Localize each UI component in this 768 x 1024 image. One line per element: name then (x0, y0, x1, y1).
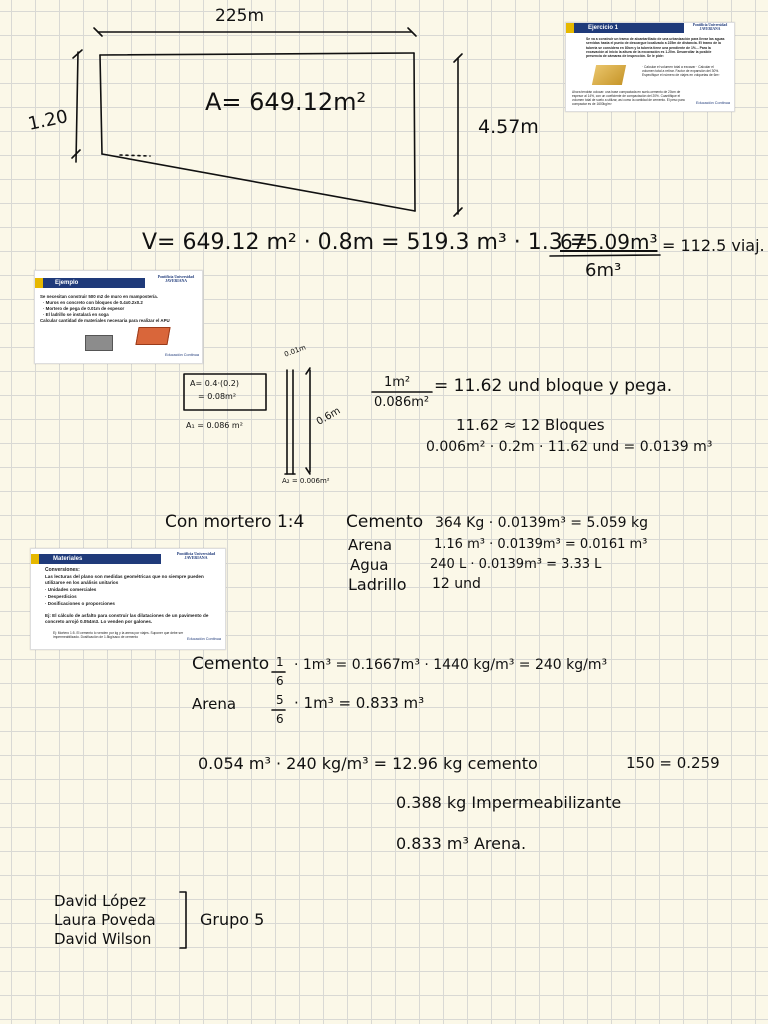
volume-numerator: 675.09m³ (560, 230, 658, 254)
material-calc: 12 und (432, 576, 481, 592)
slide-body: Se va a construir un tramo de alcantarillado de una urbanización para llevar las aguas servidas hasta el punto de descargue localizado a 225m de distancia. El tramo de la tubería se considera en 80cm y la tubería tiene una pendiente de 1%... Para la excavación al inicio la altura de la excavación es 1.20m. Desarrollar la posible presencia de cámaras de inspección. Se le pide: (586, 37, 725, 58)
area-a1: A₁ = 0.086 m² (186, 421, 243, 430)
arena-frac-den: 6 (276, 712, 284, 726)
material-calc: 364 Kg · 0.0139m³ = 5.059 kg (435, 515, 648, 531)
mortar-volume: 0.006m² · 0.2m · 11.62 und = 0.0139 m³ (426, 439, 713, 455)
blocks-rounded: 11.62 ≈ 12 Bloques (456, 416, 605, 434)
side-dimension: 0.6m (314, 405, 343, 428)
slide-accent (566, 23, 574, 33)
slide-title: Materiales (53, 556, 83, 562)
cemento-frac-num: 1 (276, 655, 284, 669)
slide-bullet: · Desperdicios (45, 594, 77, 599)
university-logo: Pontificia Universidad JAVERIANA (157, 275, 195, 284)
sand-total: 0.833 m³ Arena. (396, 834, 527, 853)
brand-mark: Educación Continua (696, 101, 730, 105)
area-a2: A₂ = 0.006m² (282, 477, 330, 485)
mortar-header: Con mortero 1:4 (165, 512, 305, 532)
slide-title: Ejercicio 1 (588, 25, 619, 31)
slide-subtitle: Conversiones: (45, 567, 80, 573)
brick-image (135, 327, 170, 345)
wood-image (592, 65, 626, 85)
slide-example (34, 270, 203, 364)
slide-accent (31, 554, 39, 564)
material-name: Cemento (346, 512, 424, 532)
material-name: Agua (350, 556, 389, 574)
right-height-label: 4.57m (478, 116, 539, 138)
slide-title: Ejemplo (55, 280, 79, 286)
university-logo: Pontificia Universidad JAVERIANA (692, 23, 728, 31)
slide-bullet: · Unidades comerciales (45, 587, 97, 592)
slide-line: · Mortero de pega de 0.01m de espesor (43, 306, 125, 311)
cement-note: 150 = 0.259 (626, 754, 720, 772)
blocks-per-m2: = 11.62 und bloque y pega. (434, 376, 673, 396)
slide-line: Se necesitan construir 500 m2 de muro en mampostería. (40, 294, 158, 299)
fraction-numerator: 1m² (384, 375, 411, 390)
cemento-frac-den: 6 (276, 674, 284, 688)
cemento-calc: · 1m³ = 0.1667m³ · 1440 kg/m³ = 240 kg/m³ (294, 657, 608, 673)
slide-title-bar (35, 278, 145, 288)
brand-mark: Educación Continua (187, 637, 221, 641)
slide-footnote: Ej: Mortero 1:5. El cemento lo venden por kg y la arena por viajes. Suponer que debe ser impermeabilizado. Dosificación de 1.5kg/saco de cemento (53, 631, 184, 640)
group-label: Grupo 5 (200, 910, 265, 929)
member-name: David López (54, 892, 146, 910)
slide-line: Calcular cantidad de materiales necesaria para realizar el APU (40, 318, 170, 323)
slide-example: Ej: El cálculo de asfalto para construir las dilataciones de un pavimento de concreto arrojó 0.054m3. Lo venden por galones. (45, 613, 209, 624)
volume-result: = 112.5 viaj. (662, 236, 765, 255)
member-name: David Wilson (54, 930, 152, 948)
arena-frac-num: 5 (276, 693, 284, 707)
material-calc: 1.16 m³ · 0.0139m³ = 0.0161 m³ (434, 537, 648, 552)
concrete-block-image (85, 335, 113, 351)
slide-line: Las lecturas del plano son medidas geométricas que no siempre pueden utilizarse en los análisis unitarios (45, 574, 204, 585)
material-name: Arena (348, 536, 393, 554)
slide-line: · El ladrillo se instalará en soga (43, 312, 109, 317)
slide-bullets: · Calcular el volumen total a excavar · Calcular el volumen total a retirar. Factor de expansión del 30%. Especifique el número de viajes en volquetas de 6m³ (642, 65, 720, 78)
arena-label: Arena (192, 695, 237, 713)
volume-equation: V= 649.12 m² · 0.8m = 519.3 m³ · 1.3 = (142, 230, 589, 255)
slide-line: · Muros en concreto con bloques de 0.4x0.2x0.2 (43, 300, 143, 305)
area-label: A= 649.12m² (205, 88, 367, 116)
area-box-line1: A= 0.4·(0.2) (190, 379, 239, 388)
width-label: 225m (215, 6, 265, 26)
material-name: Ladrillo (348, 575, 407, 594)
left-height-label: 1.20 (26, 106, 70, 135)
cemento-label: Cemento (192, 654, 270, 674)
member-name: Laura Poveda (54, 911, 156, 929)
area-box-line2: = 0.08m² (198, 392, 237, 401)
volume-denominator: 6m³ (585, 260, 622, 281)
university-logo: Pontificia Universidad JAVERIANA (176, 551, 216, 561)
fraction-denominator: 0.086m² (374, 395, 430, 410)
cement-total: 0.054 m³ · 240 kg/m³ = 12.96 kg cemento (198, 754, 538, 773)
slide-footer: Ahora tendrán colocar: una base compactada en suelo-cemento de 20cm de espesor al 14%, con un coeficiente de compactación del 20%. Cuantifique el volumen total de suelo a utilizar, así como la cantidad de cemento. El peso para compactar es de 1600kg/m³ (572, 90, 685, 106)
material-calc: 240 L · 0.0139m³ = 3.33 L (430, 557, 602, 572)
slide-accent (35, 278, 43, 288)
waterproofing-total: 0.388 kg Impermeabilizante (396, 793, 622, 812)
slide-bullet: · Dosificaciones o proporciones (45, 601, 115, 606)
slide-exercise-1 (565, 22, 735, 112)
slide-materials (30, 548, 226, 650)
slide-title-bar (31, 554, 161, 564)
brand-mark: Educación Continua (165, 353, 199, 357)
joint-thickness: 0.01m (283, 343, 307, 359)
arena-calc: · 1m³ = 0.833 m³ (294, 694, 425, 712)
